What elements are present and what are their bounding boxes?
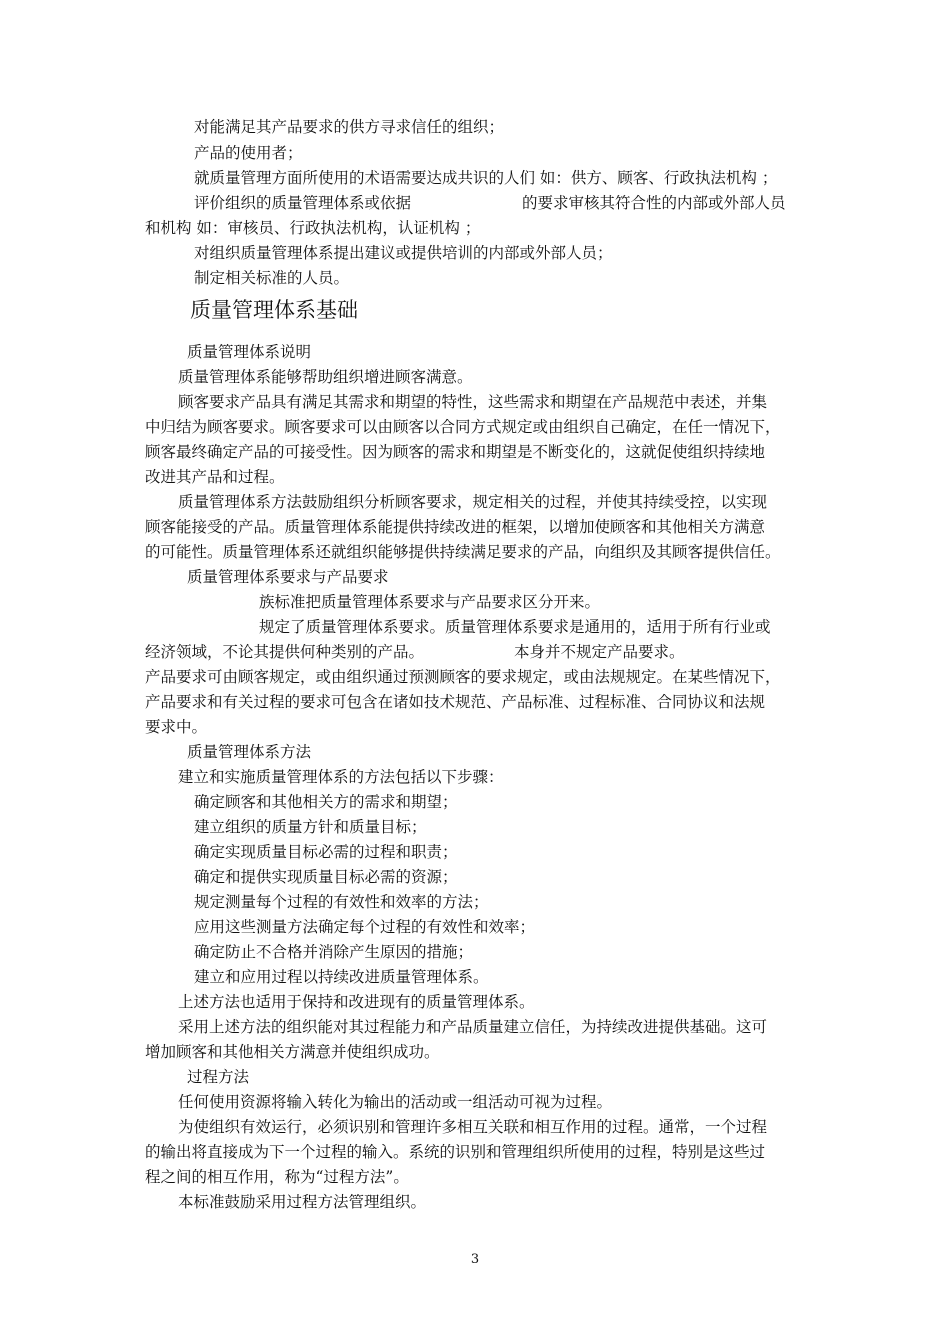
page-number: 3: [470, 1252, 480, 1267]
text-line: 产品的使用者；: [194, 144, 303, 162]
text-line: 质量管理体系方法鼓励组织分析顾客要求，规定相关的过程，并使其持续受控，以实现: [178, 493, 768, 511]
text-line: 的输出将直接成为下一个过程的输入。系统的识别和管理组织所使用的过程，特别是这些过: [145, 1143, 766, 1161]
text-line: 采用上述方法的组织能对其过程能力和产品质量建立信任，为持续改进提供基础。这可: [178, 1018, 768, 1036]
list-item: 规定测量每个过程的有效性和效率的方法；: [194, 893, 489, 911]
subsection-heading: 质量管理体系要求与产品要求: [187, 568, 389, 586]
text-line: 的要求审核其符合性的内部或外部人员: [522, 194, 786, 212]
text-line: 制定相关标准的人员。: [194, 269, 350, 287]
subsection-heading: 质量管理体系说明: [187, 343, 312, 361]
text-line: 任何使用资源将输入转化为输出的活动或一组活动可视为过程。: [178, 1093, 613, 1111]
text-line: 评价组织的质量管理体系或依据: [194, 194, 412, 212]
text-line: 增加顾客和其他相关方满意并使组织成功。: [145, 1043, 440, 1061]
text-line: 本身并不规定产品要求。: [514, 643, 685, 661]
text-line: 族标准把质量管理体系要求与产品要求区分开来。: [259, 593, 601, 611]
text-line: 产品要求可由顾客规定，或由组织通过预测顾客的要求规定，或由法规规定。在某些情况下，: [145, 668, 781, 686]
text-line: 建立和实施质量管理体系的方法包括以下步骤：: [178, 768, 504, 786]
text-line: 顾客能接受的产品。质量管理体系能提供持续改进的框架，以增加使顾客和其他相关方满意: [145, 518, 766, 536]
text-line: 本标准鼓励采用过程方法管理组织。: [178, 1193, 427, 1211]
list-item: 确定实现质量目标必需的过程和职责；: [194, 843, 458, 861]
list-item: 确定和提供实现质量目标必需的资源；: [194, 868, 458, 886]
list-item: 建立组织的质量方针和质量目标；: [194, 818, 427, 836]
subsection-heading: 质量管理体系方法: [187, 743, 312, 761]
text-line: 经济领域，不论其提供何种类别的产品。: [145, 643, 425, 661]
text-line: 规定了质量管理体系要求。质量管理体系要求是通用的，适用于所有行业或: [259, 618, 771, 636]
list-item: 确定顾客和其他相关方的需求和期望；: [194, 793, 458, 811]
text-line: 程之间的相互作用，称为“过程方法”。: [145, 1168, 409, 1186]
text-line: 就质量管理方面所使用的术语需要达成共识的人们 如：供方、顾客、行政执法机构 ；: [194, 169, 778, 187]
text-line: 为使组织有效运行，必须识别和管理许多相互关联和相互作用的过程。通常，一个过程: [178, 1118, 768, 1136]
section-heading: 质量管理体系基础: [190, 298, 358, 322]
text-line: 和机构 如：审核员、行政执法机构，认证机构 ；: [145, 219, 481, 237]
text-line: 顾客最终确定产品的可接受性。因为顾客的需求和期望是不断变化的，这就促使组织持续地: [145, 443, 766, 461]
list-item: 应用这些测量方法确定每个过程的有效性和效率；: [194, 918, 536, 936]
text-line: 产品要求和有关过程的要求可包含在诸如技术规范、产品标准、过程标准、合同协议和法规: [145, 693, 766, 711]
list-item: 确定防止不合格并消除产生原因的措施；: [194, 943, 474, 961]
subsection-heading: 过程方法: [187, 1068, 250, 1086]
text-line: 对组织质量管理体系提出建议或提供培训的内部或外部人员；: [194, 244, 613, 262]
text-line: 质量管理体系能够帮助组织增进顾客满意。: [178, 368, 473, 386]
text-line: 顾客要求产品具有满足其需求和期望的特性，这些需求和期望在产品规范中表述，并集: [178, 393, 768, 411]
text-line: 改进其产品和过程。: [145, 468, 285, 486]
text-line: 上述方法也适用于保持和改进现有的质量管理体系。: [178, 993, 535, 1011]
text-line: 对能满足其产品要求的供方寻求信任的组织；: [194, 118, 505, 136]
text-line: 要求中。: [145, 718, 208, 736]
text-line: 的可能性。质量管理体系还就组织能够提供持续满足要求的产品，向组织及其顾客提供信任。: [145, 543, 781, 561]
list-item: 建立和应用过程以持续改进质量管理体系。: [194, 968, 489, 986]
text-line: 中归结为顾客要求。顾客要求可以由顾客以合同方式规定或由组织自己确定，在任一情况下，: [145, 418, 781, 436]
